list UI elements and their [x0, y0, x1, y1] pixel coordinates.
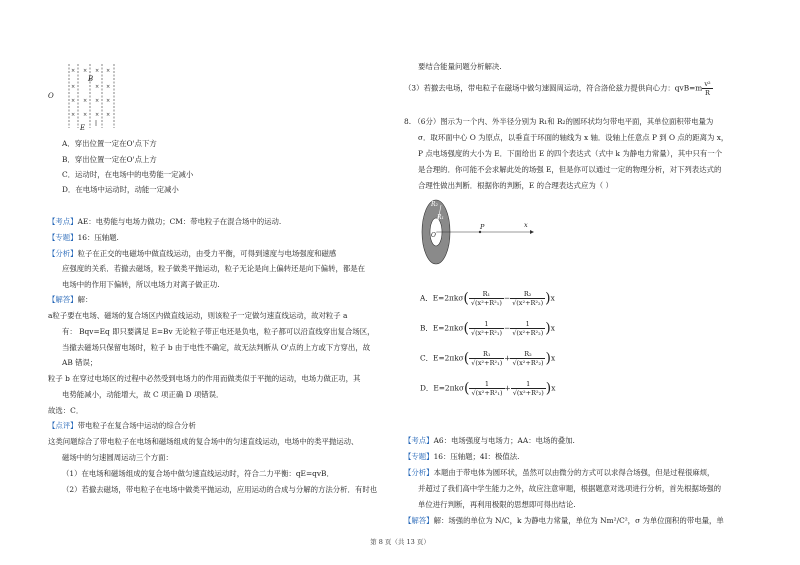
fd-n2: 1	[511, 380, 546, 389]
fb-lhs: E=2πkσ	[432, 323, 464, 333]
jieda-line-2: 有： Bqv=Eq 即只要满足 E=Bv 无论粒子带正电还是负电，粒子都可以沿直线穿出复合场区，	[62, 327, 375, 336]
fd-tail: x	[551, 383, 556, 393]
left-kaodian	[48, 217, 281, 227]
svg-text:×: ×	[106, 112, 111, 118]
r-kaodian-text: A6：电场强度与电场力；AA：电场的叠加.	[433, 436, 575, 445]
ring-figure-svg	[418, 198, 538, 268]
fd-d1: √(x²+R²₁)	[471, 389, 503, 397]
tail-line-1: 这类问题综合了带电粒子在电场和磁场组成的复合场中的匀速直线运动，电场中的类平抛运动、	[48, 437, 359, 446]
fb-frac2	[510, 320, 545, 337]
fenxi-line-2: 应强度的关系．若撤去磁场，粒子做类平抛运动，粒子无论是向上偏转还是向下偏转，都是在	[62, 264, 366, 273]
fa-tail: x	[550, 293, 555, 303]
fc-n1: R₁	[469, 350, 504, 359]
q8-line-2: σ．取环面中心 O 为原点，以垂直于环面的轴线为 x 轴．设轴上任意点 P 到 O 点的距离为 x，	[418, 133, 729, 142]
svg-text:×: ×	[106, 98, 111, 104]
fa-n1: R₁	[469, 290, 504, 299]
svg-text:×: ×	[95, 68, 100, 74]
ring-label-r2: R₂	[431, 201, 438, 208]
fd-op: +	[504, 383, 511, 393]
fb-frac1	[469, 320, 504, 337]
jieda-line-7: 故选：C．	[48, 406, 84, 415]
fd-d2: √(x²+R²₂)	[512, 389, 544, 397]
jieda-line-6: 电势能减小，动能增大，故 C 项正确 D 项错误．	[62, 390, 224, 399]
r-fenxi-line-1: 本题由于带电体为圆环状，虽然可以由微分的方式可以求得合场强，但是过程很麻烦，	[433, 468, 715, 477]
r-zhuanti-text: 16：压轴题；4I：极值法.	[433, 452, 520, 461]
tail-line-2: 磁场中的匀速圆周运动三个方面：	[62, 453, 173, 462]
fc-frac2	[510, 350, 545, 367]
jieda-tag: 【解答】	[48, 295, 78, 304]
svg-text:×: ×	[95, 112, 100, 118]
right-top-line-1: 要结合能量问题分析解决.	[418, 62, 502, 71]
q8-line-5: 合理性做出判断．根据你的判断，E 的合理表达式应为（ ）	[418, 181, 613, 190]
fb-d1: √(x²+R²₁)	[470, 329, 503, 337]
fc-frac1	[469, 350, 504, 367]
ring-label-o: O	[431, 232, 436, 239]
svg-text:×: ×	[71, 112, 76, 118]
svg-text:×: ×	[83, 112, 88, 118]
left-fenxi	[48, 249, 336, 259]
fa-frac1	[469, 290, 504, 307]
formula-option-d: D．E=2πkσ( $\frac{1}{\text{√(x²+R²₁)}}$ + $\frac{1}{\text{√(x²+R²₂)}}$ )x	[420, 380, 556, 397]
jieda-line-4: AB 错误；	[62, 358, 98, 367]
fb-n1: 1	[469, 320, 504, 329]
jieda-head: 解：	[77, 295, 93, 304]
ring-label-x: x	[524, 221, 528, 229]
r-zhuanti-tag: 【专题】	[404, 452, 434, 461]
field-label-o: O	[48, 92, 54, 100]
tail-line-4: （2）若撤去磁场，带电粒子在电场中做类平抛运动，应用运动的合成与分解的方法分析．有时也	[62, 485, 378, 494]
right-kaodian	[404, 436, 575, 446]
fb-tail: x	[550, 323, 555, 333]
fa-label: A．	[420, 293, 433, 303]
r-kaodian-tag: 【考点】	[404, 436, 434, 445]
q8-line-4: 是合理的．你可能不会求解此处的场强 E，但是你可以通过一定的物理分析，对下列表达式的	[418, 165, 722, 174]
jieda-line-1: a粒子要在电场、磁场的复合场区内做直线运动，则该粒子一定做匀速直线运动，故对粒子 a	[48, 311, 348, 320]
svg-text:×: ×	[106, 84, 111, 90]
formula-option-c: C．E=2πkσ( $\frac{\text{R₁}}{\text{√(x²+R²₁)}}$ + $\frac{\text{R₂}}{\text{√(x²+R²₂)}}$ )x	[420, 350, 556, 367]
svg-text:×: ×	[106, 68, 111, 74]
right-zhuanti	[404, 452, 519, 462]
frac-num: v²	[704, 80, 711, 88]
r-fenxi-line-3: 单位进行判断，再利用极限的思想即可得出结论.	[418, 500, 576, 509]
fc-d2: √(x²+R²₂)	[512, 359, 544, 367]
right-jieda	[404, 516, 724, 526]
fa-op: −	[503, 293, 511, 303]
r-fenxi-tag: 【分析】	[404, 468, 434, 477]
zhuanti-tag: 【专题】	[48, 233, 78, 242]
fb-d2: √(x²+R²₂)	[512, 329, 544, 337]
svg-text:×: ×	[83, 98, 88, 104]
fb-op: −	[504, 323, 511, 333]
dianping-text: 带电粒子在复合场中运动的综合分析	[77, 421, 196, 430]
kaodian-tag: 【考点】	[48, 217, 78, 226]
right-fenxi	[404, 468, 714, 478]
fd-lhs: E=2πkσ	[433, 383, 464, 393]
fd-n1: 1	[469, 380, 504, 389]
frac-den: R	[705, 89, 710, 97]
kaodian-text: AE：电势能与电场力做功；CM：带电粒子在混合场中的运动.	[77, 217, 282, 226]
option-a: A．穿出位置一定在O'点下方	[62, 139, 157, 148]
left-zhuanti	[48, 233, 119, 243]
zhuanti-text: 16：压轴题.	[77, 233, 119, 242]
fc-op: +	[504, 353, 511, 363]
field-label-b: B	[88, 75, 94, 83]
dianping-tag: 【点评】	[48, 421, 78, 430]
r-jieda-text: 解：场强的单位为 N/C，k 为静电力常量，单位为 Nm²/C²，σ 为单位面积的带电量，单	[433, 516, 724, 525]
option-d: D．在电场中运动时，动能一定减小	[62, 185, 179, 194]
fc-d1: √(x²+R²₁)	[471, 359, 503, 367]
right-top-line-2	[404, 80, 713, 97]
formula-option-a: A．E=2πkσ( $\frac{\text{R₁}}{\text{√(x²+R²₁)}}$ − $\frac{\text{R₂}}{\text{√(x²+R²₂)}}$ )x	[420, 290, 555, 307]
svg-text:×: ×	[71, 84, 76, 90]
svg-text:×: ×	[95, 98, 100, 104]
ring-label-r1: R₁	[437, 214, 444, 221]
top-line-2-text: （3）若撤去电场，带电粒子在磁场中做匀速圆周运动，符合洛伦兹力提供向心力：	[404, 83, 675, 93]
fc-label: C．	[420, 353, 434, 363]
svg-text:×: ×	[95, 84, 100, 90]
left-jieda	[48, 295, 92, 305]
fc-lhs: E=2πkσ	[433, 353, 464, 363]
left-dianping	[48, 421, 196, 431]
option-c: C．运动时，在电场中的电势能一定减小	[62, 170, 194, 179]
option-b: B．穿出位置一定在O'点上方	[62, 155, 157, 164]
svg-text:×: ×	[71, 98, 76, 104]
fd-label: D．	[420, 383, 434, 393]
fb-n2: 1	[510, 320, 545, 329]
fenxi-line-3: 电场中的作用下偏转，所以电场力对离子做正功.	[62, 280, 220, 289]
fd-frac2	[511, 380, 546, 397]
fa-frac2	[510, 290, 545, 307]
fc-tail: x	[550, 353, 556, 363]
svg-text:×: ×	[83, 68, 88, 74]
fenxi-tag: 【分析】	[48, 249, 78, 258]
r-jieda-tag: 【解答】	[404, 516, 434, 525]
field-label-e: E	[80, 124, 86, 132]
fa-n2: R₂	[510, 290, 545, 299]
fd-frac1	[469, 380, 504, 397]
page-footer: 第 8 页（共 13 页）	[370, 538, 430, 546]
q8-line-1: 8. （6分）图示为一个内、外半径分别为 R₁和 R₂的圆环状均匀带电平面，其单位面积带电量为	[404, 117, 714, 126]
svg-text:×: ×	[71, 68, 76, 74]
fc-n2: R₂	[510, 350, 545, 359]
jieda-line-5: 粒子 b 在穿过电场区的过程中必然受到电场力的作用而做类似于平抛的运动，电场力做正功，其	[48, 374, 361, 383]
jieda-line-3: 当撤去磁场只保留电场时，粒子 b 由于电性不确定，故无法判断从 O'点的上方或下方穿出，故	[62, 343, 371, 352]
fb-label: B．	[420, 323, 433, 333]
fa-d1: √(x²+R²₁)	[470, 299, 502, 307]
r-fenxi-line-2: 并超过了我们高中学生能力之外，故应注意审题，根据题意对选项进行分析，首先根据场强的	[418, 484, 722, 493]
fenxi-line-1: 粒子在正交的电磁场中做直线运动，由受力平衡，可得到速度与电场强度和磁感	[77, 249, 337, 258]
fa-d2: √(x²+R²₂)	[512, 299, 544, 307]
formula-option-b: B．E=2πkσ( $\frac{1}{\text{√(x²+R²₁)}}$ − $\frac{1}{\text{√(x²+R²₂)}}$ )x	[420, 320, 555, 337]
top-line-2-formula: qvB=m	[674, 83, 703, 93]
ring-label-p: P	[480, 223, 485, 231]
field-figure-svg	[60, 62, 130, 132]
q8-line-3: P 点电场强度的大小为 E．下面给出 E 的四个表达式（式中 k 为静电力常量），其中只有一个	[418, 149, 723, 158]
fa-lhs: E=2πkσ	[432, 293, 464, 303]
top-line-2-frac	[702, 80, 712, 97]
field-figure	[48, 62, 130, 132]
ring-figure	[418, 198, 538, 268]
tail-line-3: （1）在电场和磁场组成的复合场中做匀速直线运动时，符合二力平衡：qE=qvB．	[62, 469, 334, 478]
